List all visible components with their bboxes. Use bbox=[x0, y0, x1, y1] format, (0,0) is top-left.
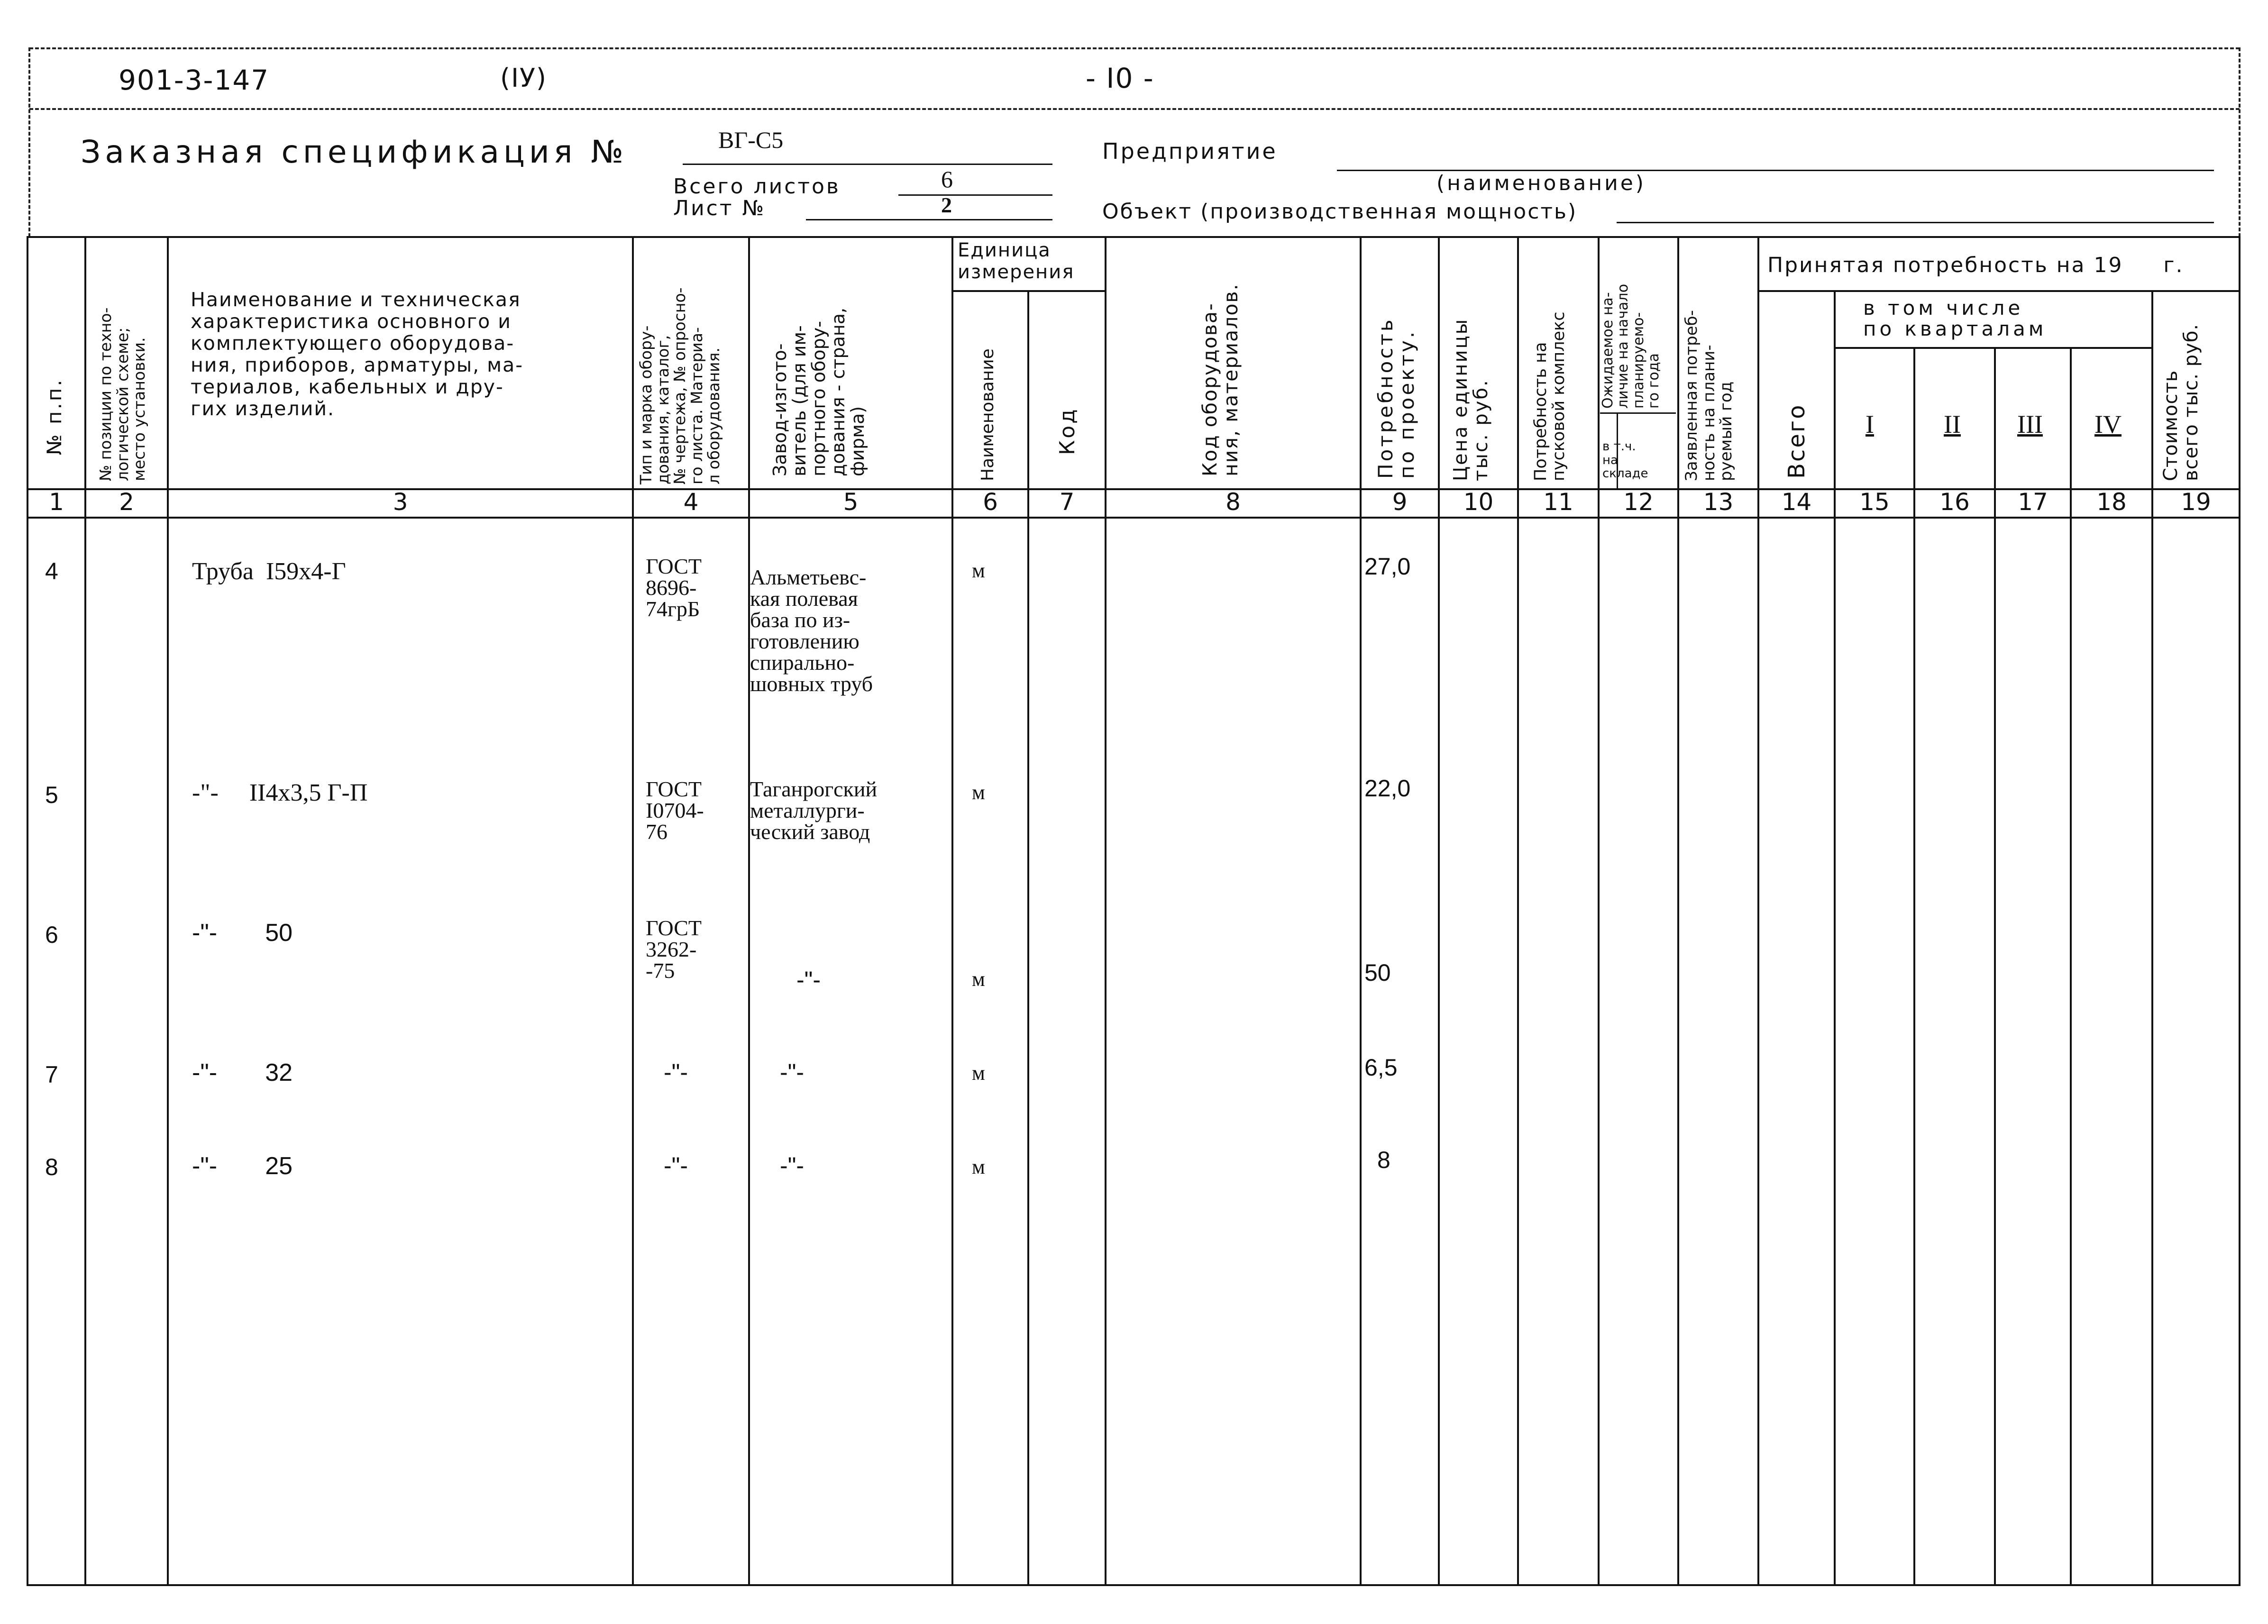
col-line-13 bbox=[1757, 236, 1759, 1585]
right-border-top bbox=[2239, 47, 2241, 237]
item-qty: 6,5 bbox=[1364, 1054, 1398, 1081]
row-number: 8 bbox=[45, 1154, 58, 1180]
left-border-top bbox=[28, 47, 30, 237]
col-line-12 bbox=[1677, 236, 1679, 1585]
item-maker: -"- bbox=[780, 1152, 805, 1179]
item-maker: -"- bbox=[796, 967, 821, 993]
table-top-line bbox=[27, 236, 2241, 238]
row-number: 4 bbox=[45, 558, 58, 584]
item-maker: Таганрогский металлурги- ческий завод bbox=[750, 777, 878, 844]
item-unit: м bbox=[972, 1155, 985, 1178]
col-line-16 bbox=[1994, 347, 1996, 1585]
col-line-3 bbox=[632, 236, 634, 1585]
col-number-10: 10 bbox=[1463, 488, 1494, 516]
col-line-4 bbox=[748, 236, 750, 1585]
total-sheets-line bbox=[898, 194, 1052, 196]
col-number-12: 12 bbox=[1623, 488, 1654, 516]
item-qty: 22,0 bbox=[1364, 775, 1411, 802]
col-number-14: 14 bbox=[1781, 488, 1812, 516]
volume-number: (IУ) bbox=[500, 63, 547, 93]
object-label: Объект (производственная мощность) bbox=[1102, 200, 1578, 224]
item-name: Труба I59x4-Г bbox=[192, 558, 346, 585]
bottom-border bbox=[27, 1584, 2241, 1586]
col-number-16: 16 bbox=[1939, 488, 1970, 516]
col-header-16: II bbox=[1944, 410, 1961, 438]
col-header-8: Код оборудова- ния, материалов. bbox=[1198, 283, 1243, 476]
col-number-19: 19 bbox=[2181, 488, 2211, 516]
total-sheets-label: Всего листов bbox=[673, 174, 841, 199]
item-type: -"- bbox=[664, 1059, 688, 1086]
item-name: -"- 32 bbox=[192, 1059, 293, 1086]
col-line-1 bbox=[84, 236, 86, 1585]
col-header-19: Стоимость всего тыс. руб. bbox=[2160, 323, 2203, 481]
col-number-9: 9 bbox=[1392, 488, 1408, 516]
item-maker: Альметьевс- кая полевая база по из- готовлению спирально- шовных труб bbox=[750, 565, 873, 696]
col-line-15 bbox=[1913, 347, 1915, 1585]
col-number-18: 18 bbox=[2096, 488, 2127, 516]
col-number-1: 1 bbox=[49, 488, 64, 516]
quarters-group-header: в том числе по кварталам bbox=[1863, 296, 2047, 341]
accepted-group-header: Принятая потребность на 19 г. bbox=[1767, 253, 2184, 277]
sheet-number: 2 bbox=[941, 193, 952, 217]
row-number: 5 bbox=[45, 782, 58, 808]
enterprise-label: Предприятие bbox=[1102, 138, 1278, 164]
item-type: ГОСТ 8696- 74грБ bbox=[646, 554, 702, 621]
header-divider bbox=[29, 108, 2240, 110]
left-border bbox=[27, 236, 28, 1585]
quarters-group-line bbox=[1835, 347, 2152, 349]
col-header-10: Цена единицы тыс. руб. bbox=[1450, 318, 1492, 481]
col-header-17: III bbox=[2017, 410, 2043, 438]
col-header-4: Тип и марка обору- дования, каталог, № чертежа, № опросно- го листа. Материа- л оборудования. bbox=[637, 287, 723, 484]
col-number-4: 4 bbox=[683, 488, 699, 516]
doc-code: 901-3-147 bbox=[119, 64, 270, 96]
col-header-5: Завод-изгото- витель (для им- портного обору- дования - страна, фирма) bbox=[769, 307, 869, 476]
spec-number-line bbox=[683, 164, 1052, 165]
item-unit: м bbox=[972, 1061, 985, 1085]
col-line-2 bbox=[167, 236, 169, 1585]
row-number: 7 bbox=[45, 1061, 58, 1088]
col-line-10 bbox=[1517, 236, 1519, 1585]
col-header-15: I bbox=[1866, 410, 1874, 438]
name-caption: (наименование) bbox=[1436, 171, 1646, 195]
col-line-6 bbox=[1027, 290, 1029, 1585]
item-qty: 50 bbox=[1364, 959, 1391, 986]
item-name: -"- II4x3,5 Г-П bbox=[192, 779, 368, 806]
col-header-13: Заявленная потреб- ность на плани- руемый год bbox=[1682, 310, 1736, 481]
unit-group-line bbox=[953, 290, 1106, 292]
col-number-8: 8 bbox=[1225, 488, 1241, 516]
spec-number: ВГ-С5 bbox=[718, 127, 784, 153]
numbers-bottom-line bbox=[27, 517, 2241, 519]
col-number-7: 7 bbox=[1059, 488, 1075, 516]
row-number: 6 bbox=[45, 921, 58, 948]
col-number-17: 17 bbox=[2018, 488, 2048, 516]
col-number-2: 2 bbox=[119, 488, 134, 516]
col-line-5 bbox=[951, 236, 953, 1585]
top-border bbox=[29, 47, 2240, 49]
page-number: - I0 - bbox=[1086, 62, 1154, 94]
col-header-6: Наименование bbox=[978, 348, 997, 481]
col-header-11: Потребность на пусковой комплекс bbox=[1531, 311, 1568, 481]
col-line-17 bbox=[2070, 347, 2072, 1585]
col-line-14 bbox=[1834, 290, 1836, 1585]
col-number-13: 13 bbox=[1703, 488, 1734, 516]
col-header-7: Код bbox=[1055, 407, 1079, 455]
col-header-3: Наименование и техническая характеристика основного и комплектующего оборудова- ния, приборов, арматуры, ма- териалов, кабельных и дру- гих изделий. bbox=[191, 288, 524, 420]
item-name: -"- 25 bbox=[192, 1152, 293, 1180]
object-line bbox=[1617, 222, 2214, 223]
col-header-1: № п.п. bbox=[43, 378, 66, 455]
item-type: ГОСТ 3262- -75 bbox=[646, 916, 702, 983]
col12-split-line bbox=[1600, 412, 1676, 414]
item-unit: м bbox=[972, 781, 985, 804]
col-number-3: 3 bbox=[393, 488, 408, 516]
col-number-15: 15 bbox=[1859, 488, 1890, 516]
item-type: -"- bbox=[664, 1152, 688, 1179]
sheet-number-line bbox=[806, 219, 1052, 220]
col-line-11 bbox=[1598, 236, 1600, 1585]
col-line-8 bbox=[1360, 236, 1362, 1585]
col-header-12a: Ожидаемое на- личие на начало планируемо- го года bbox=[1600, 283, 1663, 409]
col-header-12b: в т.ч. на складе bbox=[1602, 439, 1648, 481]
col-header-18: IV bbox=[2094, 410, 2122, 438]
col-header-9: Потребность по проекту. bbox=[1374, 317, 1419, 479]
col-line-9 bbox=[1438, 236, 1440, 1585]
right-border bbox=[2239, 236, 2241, 1585]
col-number-6: 6 bbox=[983, 488, 998, 516]
item-unit: м bbox=[972, 967, 985, 991]
col-number-11: 11 bbox=[1543, 488, 1573, 516]
col-line-7 bbox=[1105, 236, 1107, 1585]
col-line-18 bbox=[2151, 290, 2153, 1585]
item-name: -"- 50 bbox=[192, 919, 293, 947]
accepted-group-line bbox=[1759, 290, 2241, 292]
item-type: ГОСТ I0704- 76 bbox=[646, 777, 704, 844]
item-maker: -"- bbox=[780, 1059, 805, 1086]
total-sheets-value: 6 bbox=[941, 166, 953, 192]
col-header-2: № позиции по техно- логической схеме; место установки. bbox=[96, 307, 149, 481]
col-number-5: 5 bbox=[843, 488, 859, 516]
unit-group-header: Единица измерения bbox=[958, 239, 1075, 283]
item-unit: м bbox=[972, 559, 985, 582]
sheet-label: Лист № bbox=[673, 196, 766, 220]
spec-title: Заказная спецификация № bbox=[81, 134, 628, 170]
col-header-14: Всего bbox=[1783, 403, 1810, 479]
item-qty: 8 bbox=[1377, 1147, 1390, 1173]
item-qty: 27,0 bbox=[1364, 553, 1411, 580]
